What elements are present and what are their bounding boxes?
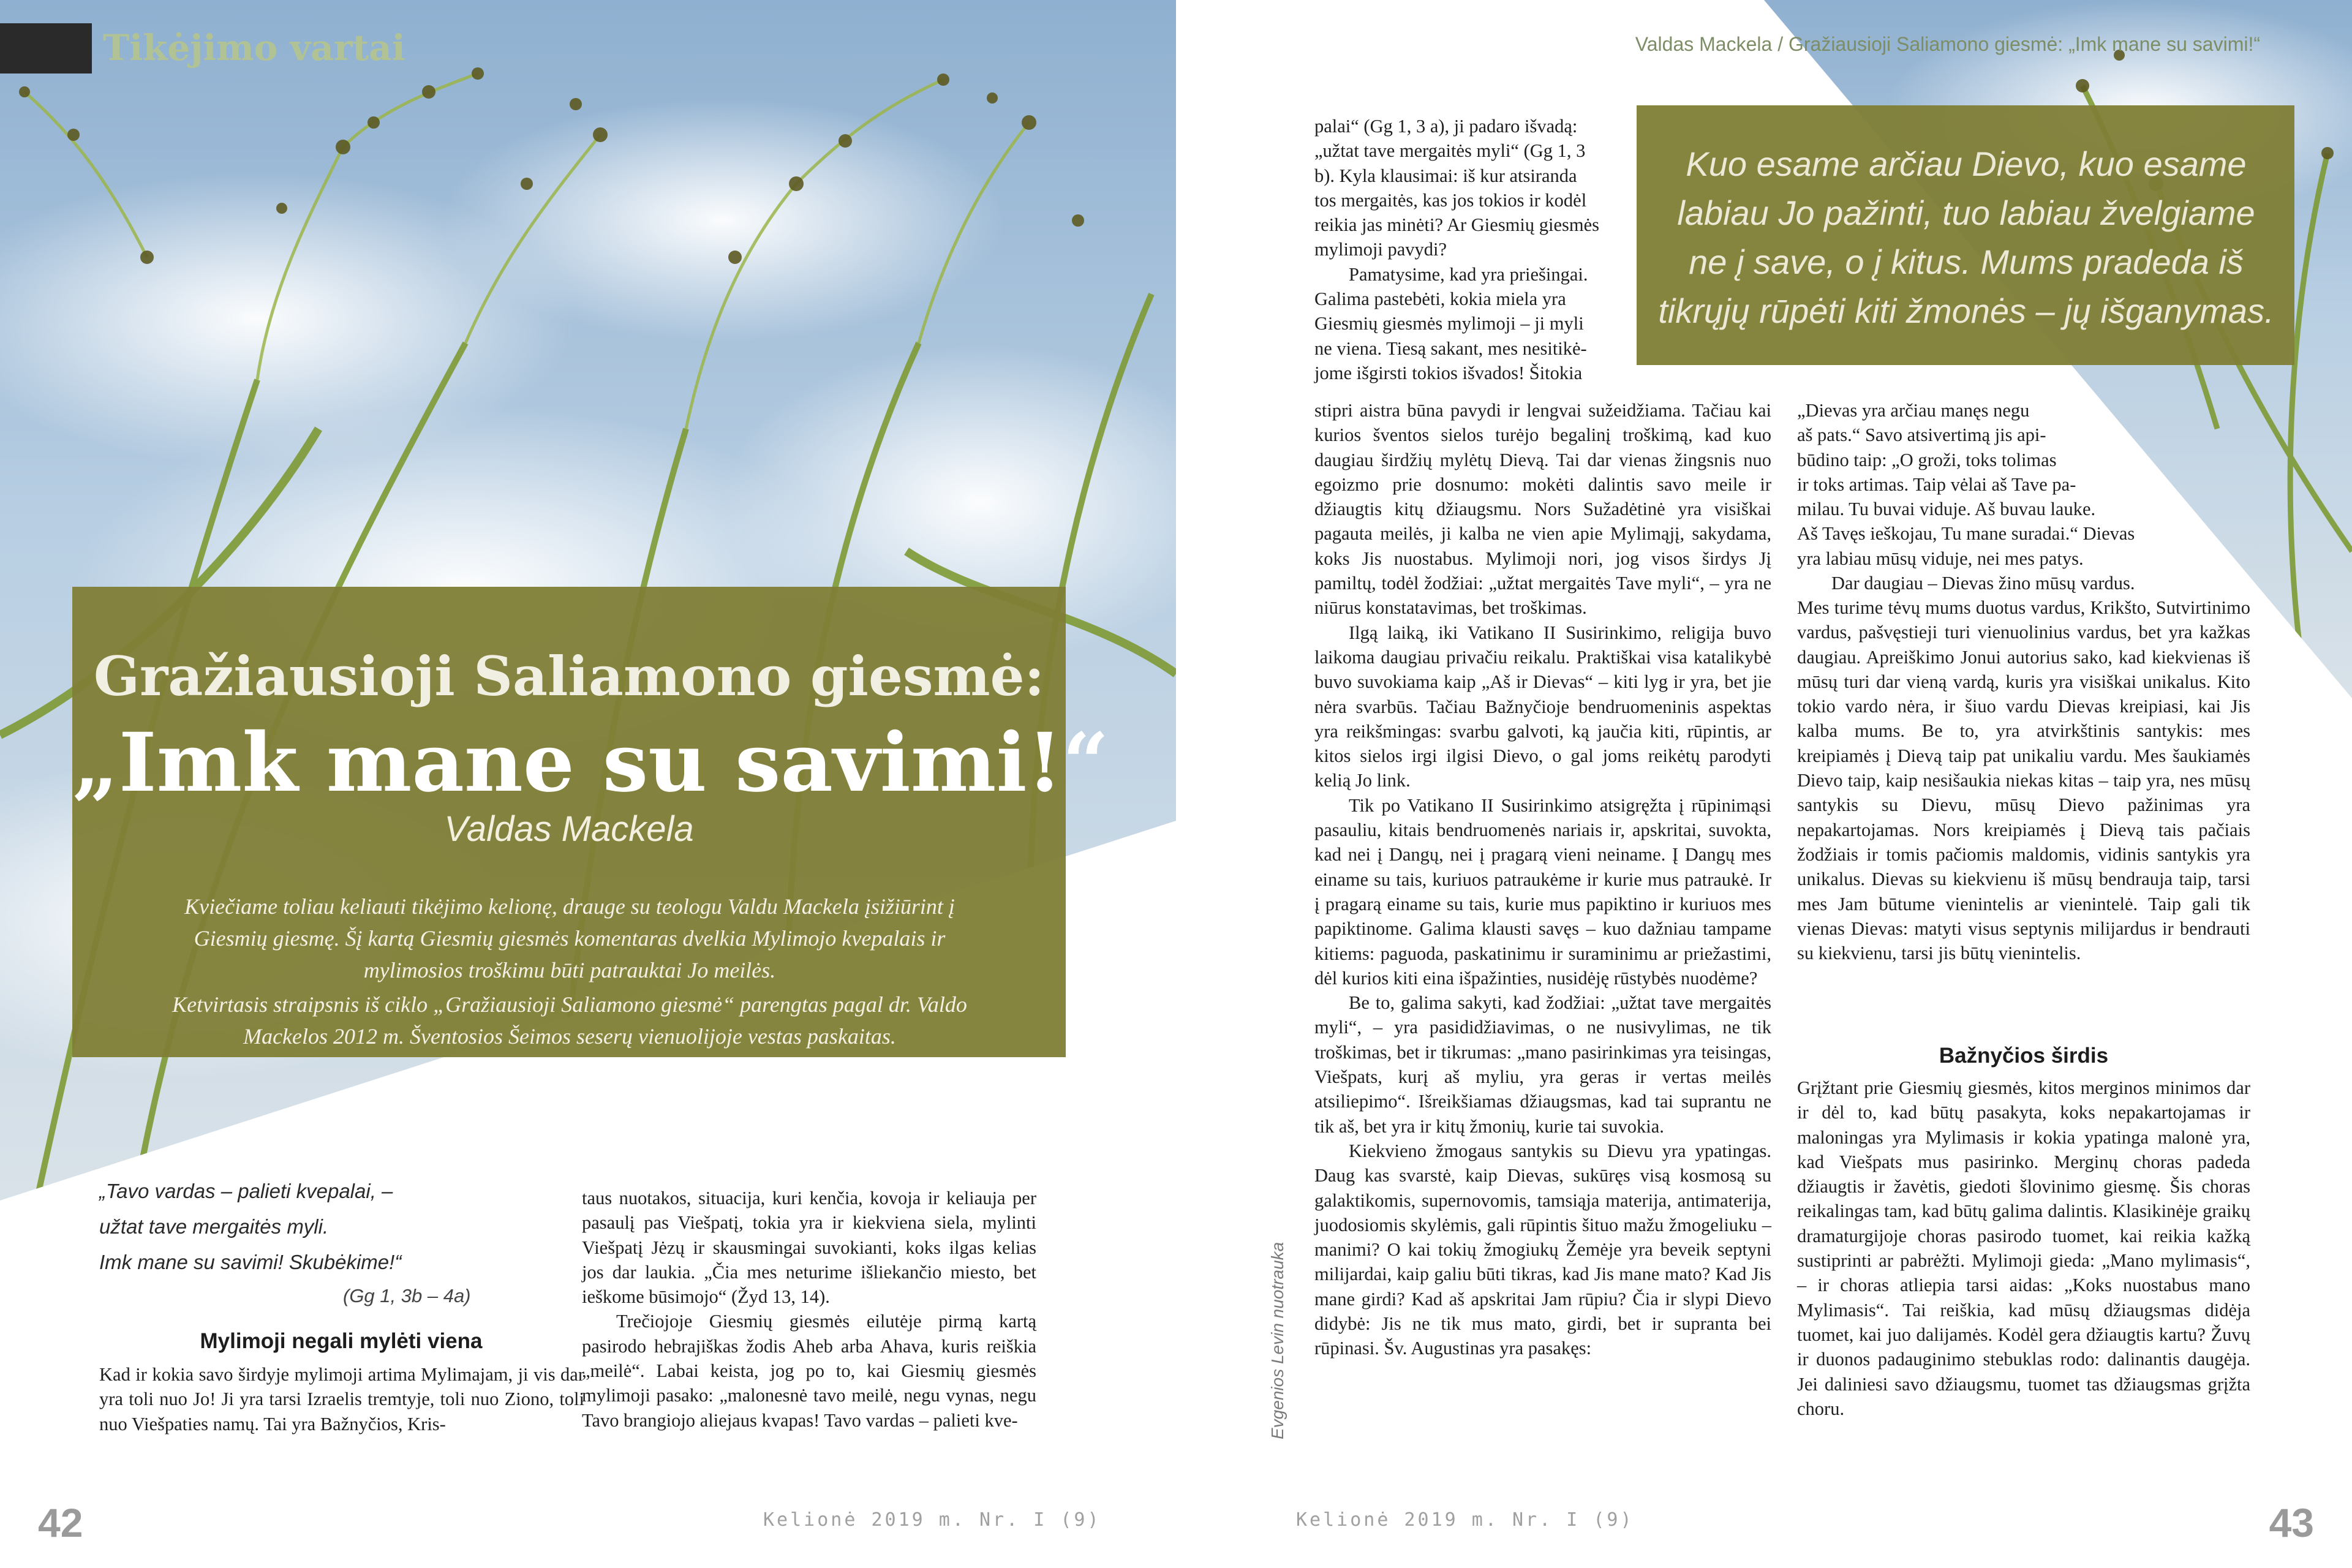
text-line: milau. Tu buvai viduje. Aš buvau lauke. — [1797, 499, 2096, 520]
folio-left: Kelionė 2019 m. Nr. I (9) — [763, 1509, 1101, 1531]
paragraph: Tik po Vatikano II Susirinkimo atsigręžta į rūpinimąsi pasauliu, kitais bendruomenės nariais ir, apskritai, suvokta, kad nei į Dangų, nei į pragarą vieni neiname. Į Dangų mes einame su tais, kuriuos patraukėme ir kurie mus patraukė. Ir į pragarą einame su tais, kurie mus papiktino ir kuriuos mes papiktinome. Galima klausti savęs – kuo dažniau tampame kitiems: paguoda, paskatinimu ir suraminimu ar priežastimi, dėl kurios kiti eina išpažinties, nusidėję rūstybės nuodėme? — [1314, 794, 1771, 989]
column-4 — [1797, 595, 2250, 965]
paragraph: Kiekvieno žmogaus santykis su Dievu yra ypatingas. Daug kas svarstė, kaip Dievas, sukūręs visą kosmosą su galaktikomis, supernovomis, tamsiąja materija, antimaterija, juodosiomis skylėmis, gali rūpintis šituo mažu žmogeliuku – manimi? O kai tokių žmogiukų Žemėje yra beveik septyni milijardai, kaip galiu būti tikras, kad Jis mane mato? Kad Jis mane girdi? Kad aš apskritai Jam rūpiu? Čia ir slypi Dievo didybė: Jis ne tik mus mato, girdi, bet ir supranta bei rūpinasi. Šv. Augustinas yra pasakęs: — [1314, 1140, 1771, 1359]
paragraph: Ilgą laiką, iki Vatikano II Susirinkimo, religija buvo laikoma daugiau privačiu reikalu. Praktiškai visa katalikybė buvo suvokiama kaip „Aš ir Dievas“ – kiti lyg ir yra, bet jie nėra svarbūs. Tačiau Bažnyčioje bendruomeninis aspektas yra reikšmingas: svarbu galvoti, ką jaučia kiti, rūpintis, ar kitos sielos irgi ilgisi Dievo, o gal joms reikėtų parodyti kelią Jo link. — [1314, 622, 1771, 791]
paragraph: Mes turime tėvų mums duotus vardus, Krikšto, Sutvirtinimo vardus, pašvęstieji turi vienuolinius vardus, bet yra kažkas daugiau. Apreiškimo Jonui autorius sako, kad kiekvienas iš mūsų turi dar vieną vardą, kuris yra visiškai unikalus. Kito tokio vardo nėra, ir šiuo vardu Dievas kreipiasi, kai Jis kalba mums. Be to, yra atvirkštinis santykis: mes kreipiamės į Dievą taip pat unikaliu vardu. Mes šaukiamės Dievo taip, kaip nesišaukia niekas kitas – taip yra, nes mūsų santykis su Dievu, mūsų Dievo pažinimas yra nepakartojamas. Nors kreipiamės į Dievą tais pačiais žodžiais ir tomis pačiomis maldomis, vidinis santykis yra unikalus. Dievas su kiekvienu iš mūsų bendrauja taip, tarsi mes Jam būtume vienintelis ar vienintelė. Taip gali tik vienas Dievas: matyti visus septynis milijardus ir bendrauti su kiekvienu, tarsi jis būtų vienintelis. — [1797, 597, 2250, 964]
text-line: aš pats.“ Savo atsivertimą jis api- — [1797, 424, 2046, 446]
text-line: palai“ (Gg 1, 3 a), ji padaro išvadą: — [1314, 116, 1578, 137]
section-tag-label: Tikėjimo vartai — [103, 27, 405, 69]
text-line: b). Kyla klausimai: iš kur atsiranda — [1314, 165, 1577, 186]
folio-right: Kelionė 2019 m. Nr. I (9) — [1296, 1509, 1634, 1531]
article-author: Valdas Mackela — [444, 809, 694, 849]
subheading-mylimoji: Mylimoji negali mylėti viena — [200, 1329, 483, 1353]
text-line: mylimoji pavydi? — [1314, 239, 1447, 260]
text-line: jome išgirsti tokios išvados! Šitokia — [1314, 362, 1583, 383]
text-line: ir toks artimas. Taip vėlai aš Tave pa- — [1797, 473, 2076, 495]
epigraph-line: Imk mane su savimi! Skubėkime!“ — [99, 1251, 402, 1273]
text-line: „Dievas yra arčiau manęs negu — [1797, 400, 2030, 421]
column-3 — [1314, 398, 1771, 1361]
column-1 — [99, 1362, 584, 1436]
paragraph: Kad ir kokia savo širdyje mylimoji artima Mylimajam, ji vis dar yra toli nuo Jo! Ji yra tarsi Izraelis tremtyje, toli nuo Ziono, toli nuo Viešpaties namų. Tai yra Bažnyčios, Kris- — [99, 1364, 584, 1434]
epigraph — [99, 1174, 528, 1280]
paragraph: Grįžtant prie Giesmių giesmės, kitos merginos minimos dar ir dėl to, kad būtų pasakyta, koks nepakartojamas ir maloningas yra Mylimasis ir kokia ypatinga malonė yra, kad Viešpats mus pasirinko. Merginų choras padeda džiaugtis ir žavėtis, giedoti šlovinimo giesmę. Šis choras reikalingas tam, kad būtų galima dalintis. Klasikinėje graikų dramaturgijoje choras pasirodo tuomet, kai reikia kažką sustiprinti ar pabrėžti. Mylimoji gieda: „Mano mylimasis“, – ir choras atliepia tarsi aidas: „Koks nuostabus mano Mylimasis“. Tai reiškia, kad mūsų džiaugsmas didėja tuomet, kai juo dalijamės. Kodėl gera džiaugtis kartu? Žuvų ir duonos padauginimo stebuklas rodo: dalinantis daugėja. Jei daliniesi savo džiaugsmu, tuomet tas džiaugsmas grįžta choru. — [1797, 1077, 2250, 1419]
column-2 — [582, 1186, 1036, 1433]
text-line: Galima pastebėti, kokia miela yra — [1314, 288, 1566, 310]
text-line: tos mergaitės, kas jos tokios ir kodėl — [1314, 189, 1587, 211]
text-line: Aš Tavęs ieškojau, Tu mane suradai.“ Dievas — [1797, 523, 2135, 545]
intro-paragraph: Kviečiame toliau keliauti tikėjimo kelionę, drauge su teologu Valdu Mackela įsižiūrint į Giesmių giesmę. Šį kartą Giesmių giesmės komentaras dvelkia Mylimojo kvepalais ir mylimosios troškimu būti patrauktai Jo meilės. — [184, 894, 955, 982]
column-4-top — [1797, 398, 2238, 595]
paragraph: Trečiojoje Giesmių giesmės eilutėje pirmą kartą pasirodo hebrajiškas žodis Aheb arba Ahava, kuris reiškia „meilė“. Labai keista, jog po to, kai Giesmių giesmės mylimoji pasako: „malonesnė tavo meilė, negu vynas, negu Tavo brangiojo aliejaus kvapas! Tavo vardas – palieti kve- — [582, 1311, 1036, 1431]
text-line: Giesmių giesmės mylimoji – ji myli — [1314, 313, 1584, 334]
page-number-right: 43 — [2269, 1500, 2314, 1545]
page-number-left: 42 — [38, 1500, 83, 1545]
article-title-line1: Gražiausioji Saliamono giesmė: — [93, 644, 1045, 708]
text-line: yra labiau mūsų viduje, nei mes patys. — [1797, 548, 2084, 569]
section-tag-block — [0, 23, 92, 74]
text-line: Pamatysime, kad yra priešingai. — [1349, 263, 1588, 285]
running-head: Valdas Mackela / Gražiausioji Saliamono giesmė: „Imk mane su savimi!“ — [1635, 33, 2260, 55]
epigraph-line: užtat tave mergaitės myli. — [99, 1215, 329, 1238]
paragraph: Be to, galima sakyti, kad žodžiai: „užtat tave mergaitės myli“, – yra pasididžiavimas, o ne nusivylimas, ne tik troškimas, bet ir tikrumas: „mano pasirinkimas yra teisingas, Viešpats, kurį aš myliu, yra geras ir vertas meilės atsiliepimo“. Išreikšiamas džiaugsmas, kad tai suprantu ne tik aš, bet yra ir kitų žmonių, kurie tai suvokia. — [1314, 992, 1771, 1137]
subheading-baznycios-sirdis: Bažnyčios širdis — [1939, 1044, 2109, 1068]
text-line: būdino taip: „O groži, toks tolimas — [1797, 449, 2057, 470]
epigraph-reference: (Gg 1, 3b – 4a) — [343, 1285, 471, 1306]
text-line: „užtat tave mergaitės myli“ (Gg 1, 3 — [1314, 140, 1586, 162]
paragraph: stipri aistra būna pavydi ir lengvai sužeidžiama. Tačiau kai kurios šventos sielos turėjo begalinį troškimą, kad kuo daugiau širdžių mylėtų Dievą. Tai dar vienas žingsnis nuo egoizmo prie dosnumo: mokėti dalintis savo meile ir džiaugtis kitų džiaugsmu. Nors Sužadėtinė yra visiškai pagauta meilės, ji kalba ne vien apie Mylimąjį, sakydama, koks Jis nuostabus. Mylimoji nori, jog visos širdys Jį pamiltų, todėl žodžiai: „užtat mergaitės Tave myli“, – yra ne niūrus konstatavimas, bet troškimas. — [1314, 400, 1771, 619]
text-line: reikia jas minėti? Ar Giesmių giesmės — [1314, 214, 1600, 236]
pull-quote: Kuo esame arčiau Dievo, kuo esame labiau Jo pažinti, tuo labiau žvelgiame ne į save, o į kitus. Mums pradeda iš tikrųjų rūpėti kiti žmonės – jų išganymas. — [1658, 145, 2274, 330]
article-title-line2: „Imk mane su savimi!“ — [72, 715, 1109, 810]
column-4-bottom — [1797, 1076, 2250, 1421]
intro-series-note: Ketvirtasis straipsnis iš ciklo „Gražiausioji Saliamono giesmė“ parengtas pagal dr. Valdo Mackelos 2012 m. Šventosios Šeimos seserų vienuolijoje vestas paskaitas. — [172, 992, 967, 1049]
text-line: ne viena. Tiesą sakant, mes nesitikė- — [1314, 337, 1587, 359]
photo-credit: Evgenios Levin nuotrauka — [1268, 1242, 1287, 1439]
text-line: Dar daugiau – Dievas žino mūsų vardus. — [1831, 573, 2135, 594]
epigraph-line: „Tavo vardas – palieti kvepalai, – — [99, 1180, 393, 1202]
paragraph: taus nuotakos, situacija, kuri kenčia, kovoja ir keliauja per pasaulį pas Viešpatį, tokia yra ir kiekviena siela, mylinti Viešpatį Jėzų ir skausmingai suvokianti, koks ilgas kelias jos dar laukia. „Čia mes neturime išliekančio miesto, bet ieškome būsimojo“ (Žyd 13, 14). — [582, 1188, 1036, 1308]
column-3-top — [1314, 114, 1615, 385]
